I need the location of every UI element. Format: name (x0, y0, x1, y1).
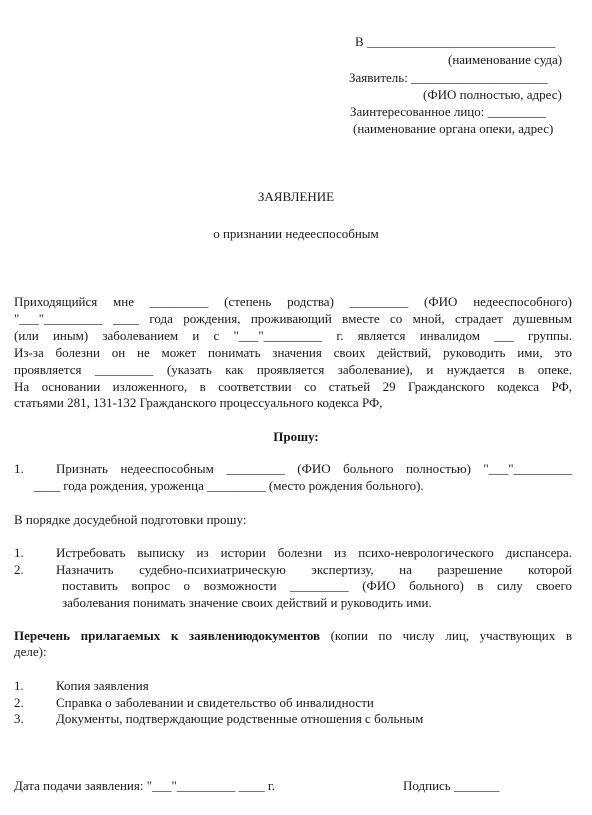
court-hint: (наименование суда) (448, 52, 563, 67)
applicant-hint: (ФИО полностью, адрес) (423, 87, 562, 102)
attachment-item (14, 710, 423, 727)
interested-hint: (наименование органа опеки, адрес) (353, 121, 554, 136)
pretrial-item (14, 561, 572, 578)
body-line: Из-за болезни он не может понимать значения своих действий, руководить ими, это (14, 345, 572, 360)
pretrial-item (14, 544, 572, 561)
submission-date: Дата подачи заявления: "___"_________ ____ г. (14, 778, 275, 793)
body-line: На основании изложенного, в соответствии со статьей 29 Гражданского кодекса РФ, (14, 379, 572, 394)
document-title: ЗАЯВЛЕНИЕ (257, 189, 335, 204)
document-subtitle: о признании недееспособным (213, 226, 379, 241)
body-line: Приходящийся мне _________ (степень родства) _________ (ФИО недееспособного) (14, 294, 572, 309)
attachment-item (14, 677, 149, 694)
body-line: (или иным) заболеванием и с "___"_________ г. является инвалидом ___ группы. (14, 328, 572, 343)
court-line: В _____________________________ (355, 34, 556, 49)
item-text: Копия заявления (56, 678, 149, 693)
request-heading: Прошу: (273, 429, 319, 444)
item-text: Назначить судебно-психиатрическую экспертизу, на разрешение которой (56, 562, 572, 577)
body-line: статьями 281, 131-132 Гражданского процессуального кодекса РФ, (14, 395, 383, 410)
item-number: 2. (14, 562, 24, 577)
item-text: Справка о заболевании и свидетельство об инвалидности (56, 695, 374, 710)
item-number: 2. (14, 695, 24, 710)
attachments-heading-bold: Перечень прилагаемых к заявлениюдокументов (14, 628, 321, 643)
request-item (14, 460, 572, 477)
attachments-heading-continuation: деле): (14, 644, 47, 659)
interested-line: Заинтересованное лицо: _________ (350, 104, 547, 119)
body-line: "___"_________ ____ года рождения, проживающий вместе со мной, страдает душевным (14, 311, 572, 326)
item-text: Истребовать выписку из истории болезни из психо-неврологического диспансера. (56, 545, 572, 560)
pretrial-item-continuation: поставить вопрос о возможности _________ (ФИО больного) в силу своего (62, 578, 572, 593)
item-text: Документы, подтверждающие родственные отношения с больным (56, 711, 424, 726)
pretrial-heading: В порядке досудебной подготовки прошу: (14, 512, 247, 527)
item-number: 3. (14, 711, 24, 726)
attachments-heading (14, 627, 572, 644)
request-item-continuation: ____ года рождения, уроженца _________ (место рождения больного). (34, 478, 424, 493)
item-number: 1. (14, 545, 24, 560)
attachments-heading-rest: (копии по числу лиц, участвующих в (320, 628, 572, 643)
attachment-item (14, 694, 374, 711)
body-line: проявляется _________ (указать как проявляется заболевание), и нуждается в опеке. (14, 362, 572, 377)
pretrial-item-continuation: заболевания понимать значение своих действий и руководить ими. (62, 595, 432, 610)
signature-line: Подпись _______ (403, 778, 500, 793)
item-number: 1. (14, 461, 24, 476)
item-text: Признать недееспособным _________ (ФИО больного полностью) "___"_________ (56, 461, 572, 476)
item-number: 1. (14, 678, 24, 693)
applicant-line: Заявитель: _____________________ (349, 70, 548, 85)
